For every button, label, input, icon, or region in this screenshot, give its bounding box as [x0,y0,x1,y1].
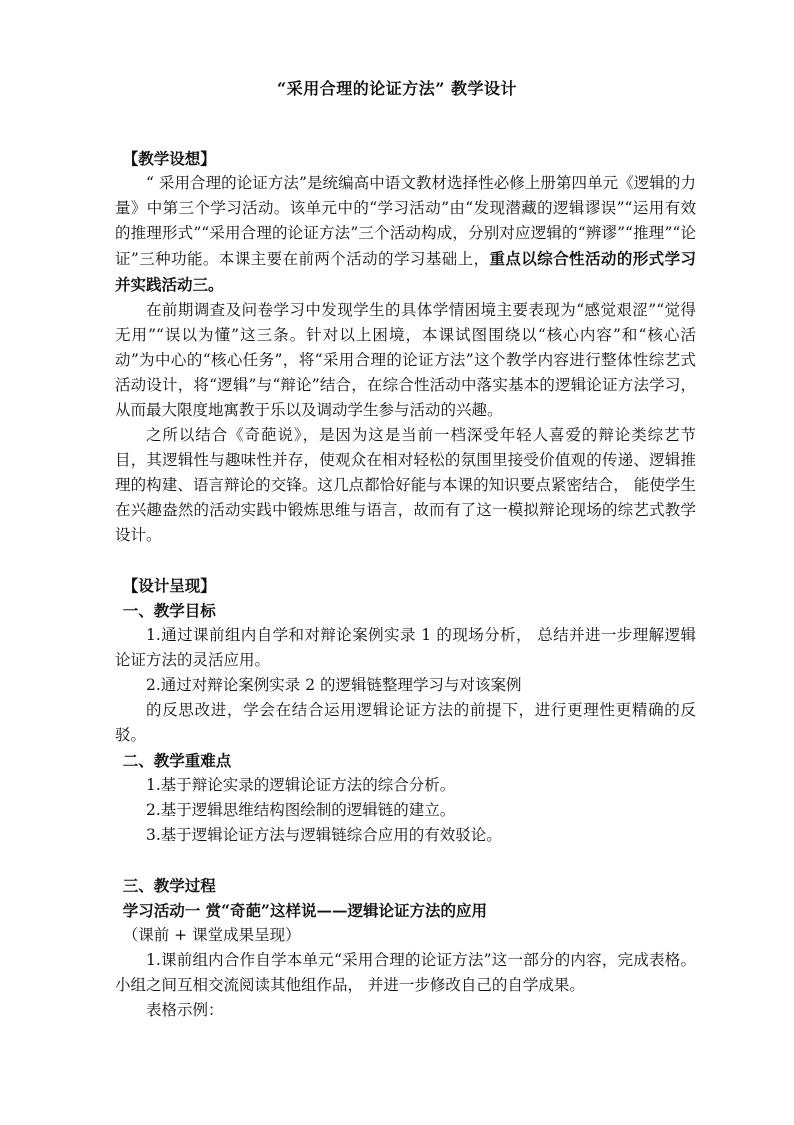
paragraph-intro-emphasis: 重点以综合性活动的形式学习并实践活动三。 [115,249,696,294]
heading-teaching-idea: 【教学设想】 [122,149,216,168]
document-body [115,146,696,1023]
paragraph-learning-situation: 在前期调查及问卷学习中发现学生的具体学情困境主要表现为“感觉艰涩”“觉得无用”“误以为懂”这三条。针对以上困境，本课试图围绕以“核心内容”和“核心活动”为中心的“核心任务”，将“采用合理的论证方法”这个教学内容进行整体性综艺式活动设计，将“逻辑”与“辩论”结合，在综合性活动中落实基本的逻辑论证方法学习，从而最大限度地寓教于乐以及调动学生参与活动的兴趣。 [115,301,696,419]
heading-process: 三、教学过程 [122,876,216,895]
key-point-1: 1.基于辩论实录的逻辑论证方法的综合分析。 [146,776,456,794]
goal-item-2-line-1: 2.通过对辩论案例实录 2 的逻辑链整理学习与对该案例 [146,676,522,694]
paragraph-intro [115,171,696,298]
activity-1-subtitle: （课前 + 课堂成果呈现） [122,926,301,944]
paragraph-qipashuo: 之所以结合《奇葩说》，是因为这是当前一档深受年轻人喜爱的辩论类综艺节目，其逻辑性与趣味性并存，使观众在相对轻松的氛围里接受价值观的传递、逻辑推理的构建、语言辩论的交锋。这几点都恰好能与本课的知识要点紧密结合， 能使学生在兴趣盎然的活动实践中锻炼思维与语言，故而有了这一模拟辩论现场的综艺式教学设计。 [115,426,696,544]
goal-item-2-line-2: 的反思改进，学会在结合运用逻辑论证方法的前提下，进行更理性更精确的反驳。 [115,701,696,744]
goal-item-1: 1.通过课前组内自学和对辩论案例实录 1 的现场分析， 总结并进一步理解逻辑论证方法的灵活应用。 [115,626,696,669]
paragraph-intro-text: “ 采用合理的论证方法”是统编高中语文教材选择性必修上册第四单元《逻辑的力量》中第三个学习活动。该单元中的“学习活动”由“发现潜藏的逻辑谬误”“运用有效的推理形式”“采用合理的论证方法”三个活动构成，分别对应逻辑的“辨谬”“推理”“论证”三种功能。本课主要在前两个活动的学习基础上， [115,174,696,268]
heading-design: 【设计呈现】 [122,576,216,595]
heading-key-points: 二、教学重难点 [122,751,232,770]
heading-goals: 一、教学目标 [122,601,216,620]
activity-1-paragraph: 1.课前组内合作自学本单元“采用合理的论证方法”这一部分的内容，完成表格。小组之间互相交流阅读其他组作品， 并进一步修改自己的自学成果。 [115,951,696,994]
spacer [115,848,696,873]
heading-activity-1: 学习活动一 赏“奇葩”这样说——逻辑论证方法的应用 [122,901,487,920]
spacer [115,548,696,573]
document-title: “采用合理的论证方法” 教学设计 [277,79,517,98]
key-point-3: 3.基于逻辑论证方法与逻辑链综合应用的有效驳论。 [146,826,502,844]
key-point-2: 2.基于逻辑思维结构图绘制的逻辑链的建立。 [146,801,456,819]
table-example-label: 表格示例： [146,1001,224,1019]
